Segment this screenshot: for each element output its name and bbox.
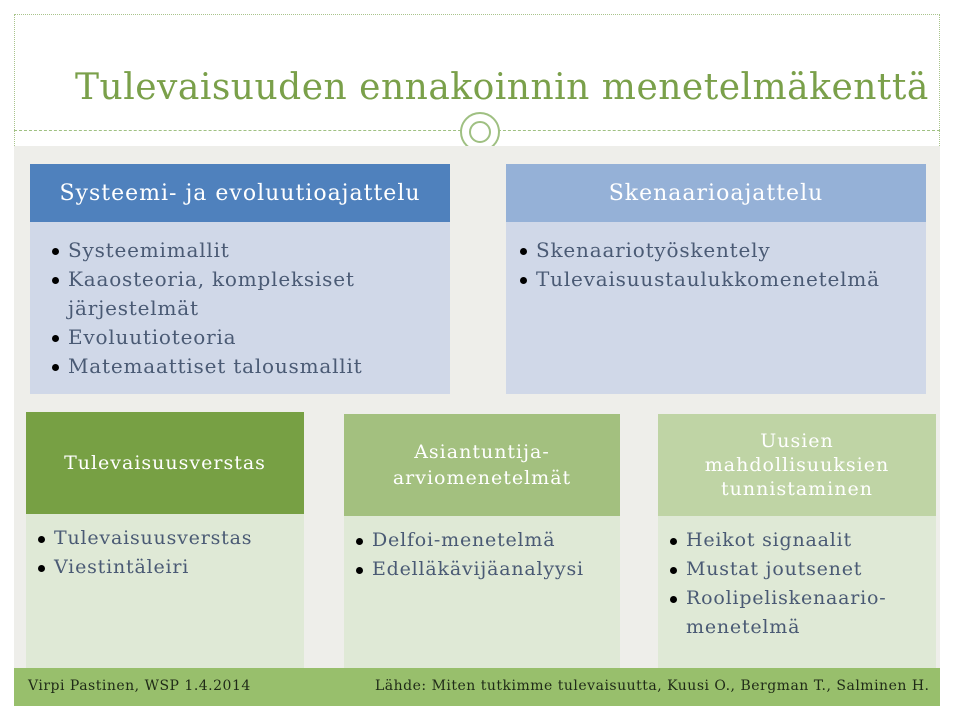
workshop-box	[26, 412, 304, 668]
scenario-list	[516, 236, 916, 294]
workshop-list	[34, 524, 298, 582]
signals-body	[658, 516, 936, 668]
list-item: Skenaariotyöskentely	[516, 236, 916, 265]
list-item: Roolipeliskenaario-menetelmä	[666, 584, 930, 642]
list-item: Evoluutioteoria	[48, 323, 440, 352]
systems-heading: Systeemi- ja evoluutioajattelu	[30, 164, 450, 222]
signals-box	[658, 414, 936, 668]
scenario-heading: Skenaarioajattelu	[506, 164, 926, 222]
footer-source: Lähde: Miten tutkimme tulevaisuutta, Kuusi O., Bergman T., Salminen H.	[375, 678, 930, 694]
list-item: Delfoi-menetelmä	[352, 526, 614, 555]
list-item: Tulevaisuusverstas	[34, 524, 298, 553]
workshop-heading: Tulevaisuusverstas	[26, 412, 304, 514]
expert-box	[344, 414, 620, 668]
expert-body	[344, 516, 620, 668]
expert-heading: Asiantuntija-arviomenetelmät	[344, 414, 620, 516]
signals-heading: Uusien mahdollisuuksien tunnistaminen	[658, 414, 936, 516]
list-item: Edelläkävijäanalyysi	[352, 555, 614, 584]
list-item: Heikot signaalit	[666, 526, 930, 555]
systems-box	[30, 164, 450, 394]
signals-list	[666, 526, 930, 642]
expert-list	[352, 526, 614, 584]
systems-body	[30, 222, 450, 394]
list-item: Systeemimallit	[48, 236, 440, 265]
systems-list	[48, 236, 440, 381]
footer-author: Virpi Pastinen, WSP 1.4.2014	[28, 678, 251, 694]
list-item: Tulevaisuustaulukkomenetelmä	[516, 265, 916, 294]
list-item: Viestintäleiri	[34, 553, 298, 582]
list-item: Kaaosteoria, kompleksiset järjestelmät	[48, 265, 440, 323]
slide-title: Tulevaisuuden ennakoinnin menetelmäkenttä	[75, 67, 929, 108]
scenario-body	[506, 222, 926, 394]
list-item: Mustat joutsenet	[666, 555, 930, 584]
scenario-box	[506, 164, 926, 394]
list-item: Matemaattiset talousmallit	[48, 352, 440, 381]
workshop-body	[26, 514, 304, 668]
